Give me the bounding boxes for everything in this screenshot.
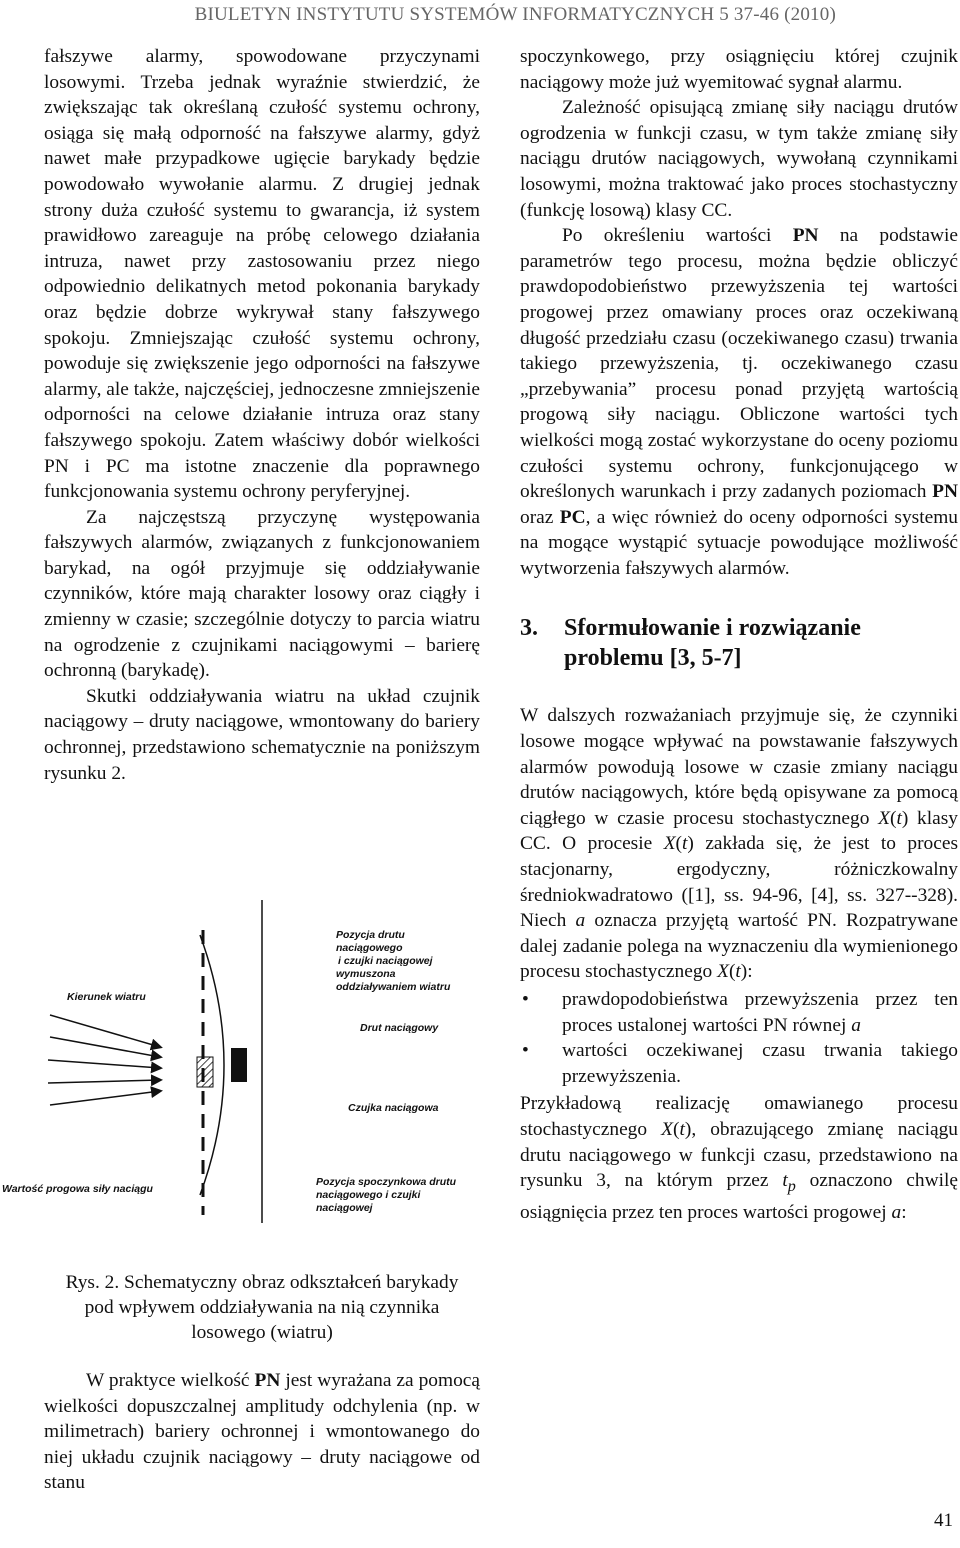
paragraph: Zależność opisującą zmianę siły naciągu drutów ogrodzenia w funkcji czasu, w tym także zmianę siły naciągu drutów naciągowych, wywołaną czynnikami losowymi, można traktować jako proces stochastyczny (funkcję losową) klasy CC. <box>520 97 958 221</box>
paragraph: Za najczęstszą przyczynę występowania fałszywych alarmów, związanych z funkcjonowaniem barykad, na ogół przyjmuje się oddziaływanie czynników, które mają charakter losowy oraz ciągły i zmienny w czasie; szczególnie dotyczy to parcia wiatru na ogrodzenie z czujnikami naciągowymi – barierę ochronną (barykadę). <box>44 506 480 682</box>
sensor-rest-icon <box>197 1057 213 1087</box>
bullet-list <box>520 987 958 1089</box>
wind-arrow-icon <box>50 1015 160 1047</box>
forced-position-label: oddziaływaniem wiatru <box>336 981 451 993</box>
wind-arrow-icon <box>48 1080 160 1083</box>
barricade-diagram <box>0 885 500 1245</box>
wire-label: Drut naciągowy <box>360 1022 439 1034</box>
left-bottom-text <box>44 1368 480 1496</box>
section-number: 3. <box>520 615 538 642</box>
caption-line: losowego (wiatru) <box>191 1322 333 1343</box>
running-header <box>0 4 960 32</box>
right-column <box>520 44 958 1225</box>
wind-arrow-icon <box>50 1091 160 1105</box>
paragraph: spoczynkowego, przy osiągnięciu której czujnik naciągowy może już wyemitować sygnał alarmu. <box>520 46 958 93</box>
paragraph: W praktyce wielkość PN jest wyrażana za pomocą wielkości dopuszczalnej amplitudy odchylenia (np. w milimetrach) bariery ochronnej i wmontowanego do niej układu czujnik naciągowy – druty naciągowe od stanu <box>44 1370 480 1494</box>
figure-2 <box>0 885 500 1245</box>
caption-line: pod wpływem oddziaływania na nią czynnika <box>84 1297 440 1318</box>
forced-position-label: Pozycja drutu <box>336 929 405 941</box>
section-title: Sformułowanie i rozwiązanie problemu [3, 5-7] <box>564 615 861 672</box>
wind-direction-label: Kierunek wiatru <box>67 991 146 1003</box>
rest-position-label: naciągowego i czujki <box>316 1189 421 1201</box>
paragraph: fałszywe alarmy, spowodowane przyczynami losowymi. Trzeba jednak wyraźnie stwierdzić, że zwiększając tak określaną czułość systemu ochrony, osiąga się małą odporność na fałszywe alarmy, gdyż nawet małe przypadkowe ugięcie barykady będzie powodowało wywołanie alarmu. Z drugiej jednak strony duża czułość systemu to gwarancja, iż system prawidłowo zareaguje na próbę celowego działania intruza, nawet przy zastosowaniu przez niego odpowiednio delikatnych metod pokonania barykady oraz będzie dobrze wykrywał stany fałszywego spokoju. Zmniejszając czułość systemu ochrony, powoduje się zwiększenie jego odporności na fałszywe alarmy, ale także, najczęściej, jednoczesne zmniejszenie odporności na celowe działanie intruza oraz stany fałszywego spokoju. Zatem właściwy dobór wielkości PN i PC ma istotne znaczenie dla poprawnego funkcjonowania systemu ochrony peryferyjnej. <box>44 46 480 503</box>
wind-arrow-icon <box>48 1060 160 1068</box>
left-column <box>44 44 480 786</box>
paragraph: W dalszych rozważaniach przyjmuje się, że czynniki losowe mogące wpływać na powstawanie fałszywych alarmów powodują losowe w czasie zmiany naciągu drutów naciągowych, które będą opisywane za pomocą ciągłego w czasie procesu stochastycznego X(t) klasy CC. O procesie X(t) zakłada się, że jest to proces stacjonarny, ergodyczny, różniczkowalny średniokwadratowo ([1], ss. 94-96, [4], ss. 327--328). Niech a oznacza przyjętą wartość PN. Rozpatrywane dalej zadanie polega na wyznaczeniu dla wymienionego procesu stochastycznego X(t): <box>520 705 958 983</box>
forced-position-label: naciągowego <box>336 942 403 954</box>
rest-position-label: naciągowej <box>316 1202 373 1214</box>
forced-position-label: i czujki naciągowej <box>338 955 433 967</box>
page-number: 41 <box>934 1510 953 1531</box>
threshold-label: Wartość progowa siły naciągu <box>2 1183 153 1195</box>
sensor-forced-icon <box>231 1048 247 1082</box>
caption-line: Rys. 2. Schematyczny obraz odkształceń barykady <box>65 1272 459 1293</box>
bullet-icon: • <box>522 989 529 1010</box>
paragraph: Po określeniu wartości PN na podstawie parametrów tego procesu, można będzie obliczyć prawdopodobieństwo przewyższenia tej wartości progowej przez omawiany proces oraz oczekiwaną długość przedziału czasu (oczekiwanego czasu) trwania takiego przewyższenia, tj. oczekiwanego czasu „przebywania” procesu ponad przyjętą wartością progową siły naciągu. Obliczone wartości tych wielkości mogą zostać wykorzystane do oceny poziomu czułości systemu ochrony, funkcjonującego w określonych warunkach i przy zadanych poziomach PN oraz PC, a więc również do oceny odporności systemu na mogące wystąpić sytuacje powodujące możliwość wytworzenia fałszywych alarmów. <box>520 225 958 579</box>
list-item: • prawdopodobieństwa przewyższenia przez ten proces ustalonej wartości PN równej a <box>522 989 958 1036</box>
figure-caption <box>44 1270 480 1345</box>
forced-position-label: wymuszona <box>336 968 396 980</box>
list-item: • wartości oczekiwanej czasu trwania takiego przewyższenia. <box>522 1040 958 1087</box>
sensor-label: Czujka naciągowa <box>348 1102 439 1114</box>
wind-arrow-icon <box>50 1037 160 1057</box>
section-heading <box>520 613 958 673</box>
paragraph: Skutki oddziaływania wiatru na układ czujnik naciągowy – druty naciągowe, wmontowany do bariery ochronnej, przedstawiono schematycznie na poniższym rysunku 2. <box>44 685 480 784</box>
paragraph: Przykładową realizację omawianego procesu stochastycznego X(t), obrazującego zmianę naciągu drutu naciągowego w funkcji czasu, przedstawiono na rysunku 3, na którym przez $t_p$ oznaczono chwilę osiągnięcia przez ten proces wartości progowej a: <box>520 1093 958 1223</box>
journal-header: BIULETYN INSTYTUTU SYSTEMÓW INFORMATYCZNYCH 5 37-46 (2010) <box>194 4 836 25</box>
rest-position-label: Pozycja spoczynkowa drutu <box>316 1176 457 1188</box>
bullet-icon: • <box>522 1040 529 1062</box>
